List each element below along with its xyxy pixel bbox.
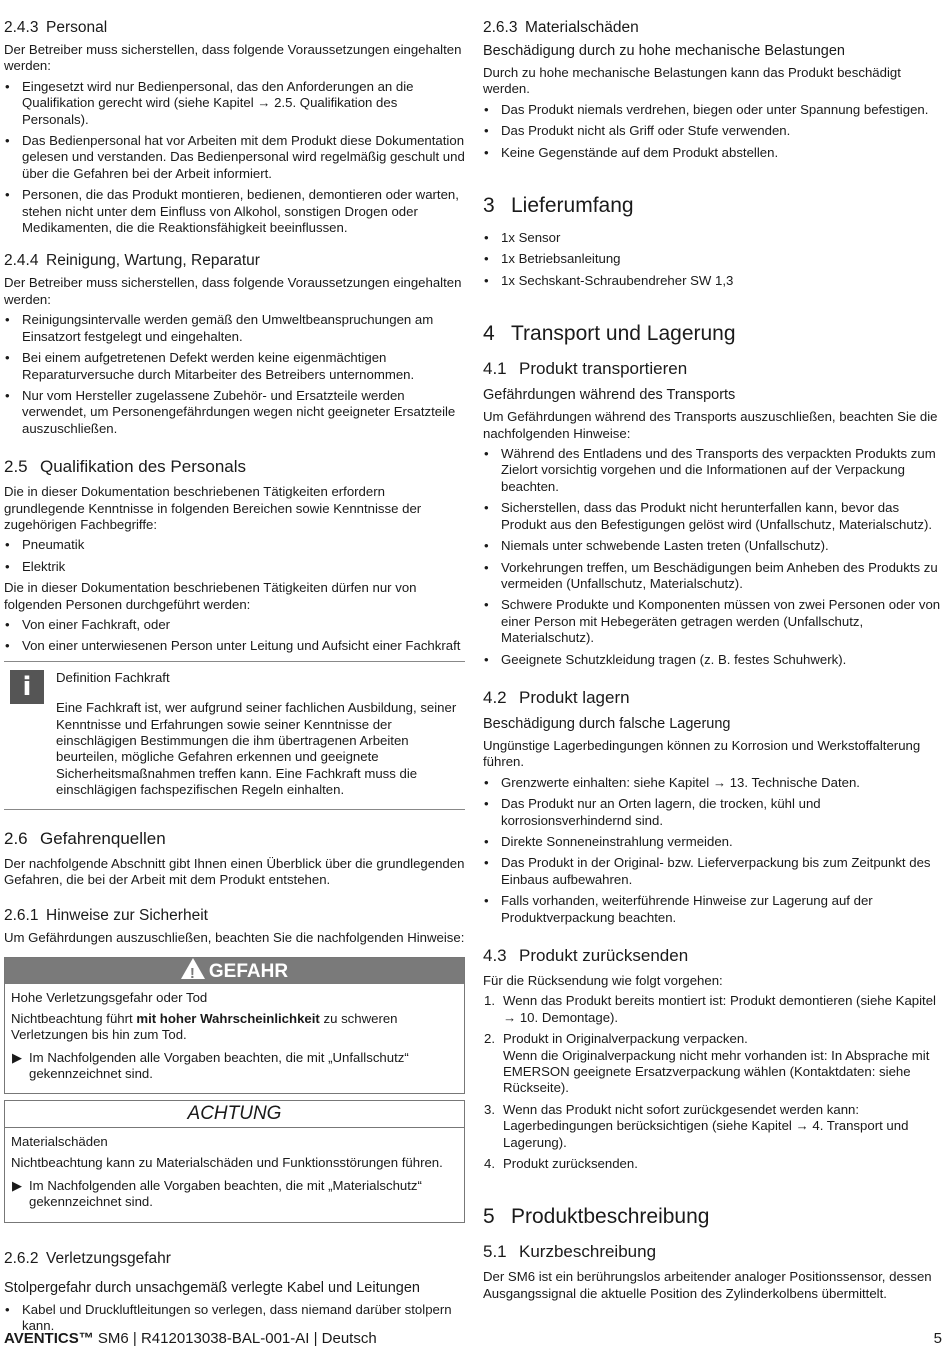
paragraph: Der Betreiber muss sicherstellen, dass folgende Voraussetzungen eingehalten werden: — [4, 42, 462, 74]
bullet-list — [483, 775, 945, 926]
bullet-list — [4, 537, 465, 575]
list-item: • Niemals unter schwebende Lasten treten (Unfallschutz). — [484, 538, 829, 554]
paragraph: Um Gefährdungen während des Transports auszuschließen, beachten Sie die nachfolgenden Hinweise: — [483, 409, 938, 441]
list-item: • Geeignete Schutzkleidung tragen (z. B. festes Schuhwerk). — [484, 651, 847, 667]
list-item: • Das Bedienpersonal hat vor Arbeiten mit dem Produkt diese Dokumentation gelesen und verstanden. Das Bedienpersonal wird regelmäßig geschult und über die Gefahren bei der Arbeit informiert. — [5, 133, 465, 181]
heading-4: 4 Transport und Lagerung — [483, 322, 736, 346]
numbered-step: 3. Wenn das Produkt nicht sofort zurückgesendet werden kann: Lagerbedingungen berücksichtigen (siehe Kapitel → 4. Transport und Lagerung). — [484, 1101, 909, 1150]
heading-2-5: 2.5 Qualifikation des Personals — [4, 457, 247, 477]
info-icon: i — [10, 670, 44, 704]
heading-4-1: 4.1 Produkt transportieren — [483, 359, 688, 379]
heading-2-6-2: 2.6.2 Verletzungsgefahr — [4, 1249, 171, 1267]
footer-doc-info: SM6 | R412013038-BAL-001-AI | Deutsch — [93, 1330, 377, 1347]
heading-4-2: 4.2 Produkt lagern — [483, 687, 630, 707]
heading-5-1: 5.1 Kurzbeschreibung — [483, 1242, 657, 1262]
paragraph: Für die Rücksendung wie folgt vorgehen: — [483, 973, 723, 988]
danger-text: Nichtbeachtung führt mit hoher Wahrscheinlichkeit zu schweren Verletzungen bis hin zum Tod. — [11, 1010, 398, 1043]
heading-2-6: 2.6 Gefahrenquellen — [4, 828, 166, 848]
heading-2-4-4: 2.4.4 Reinigung, Wartung, Reparatur — [4, 252, 260, 270]
list-item: • Elektrik — [5, 558, 66, 574]
info-title: Definition Fachkraft — [56, 669, 170, 685]
list-item: • Grenzwerte einhalten: siehe Kapitel → 13. Technische Daten. — [484, 774, 860, 790]
danger-box — [4, 957, 465, 1095]
paragraph: Um Gefährdungen auszuschließen, beachten Sie die nachfolgenden Hinweise: — [4, 930, 465, 946]
list-item: • Keine Gegenstände auf dem Produkt abstellen. — [484, 144, 779, 160]
list-item: • Reinigungsintervalle werden gemäß den Umweltbeanspruchungen am Einsatzort festgelegt und eingehalten. — [5, 312, 434, 344]
list-item: • Eingesetzt wird nur Bedienpersonal, das den Anforderungen an die Qualifikation gerecht wird (siehe Kapitel → 2.5. Qualifikation des Personals). — [5, 78, 414, 127]
list-item: • Pneumatik — [5, 537, 85, 553]
danger-title: Hohe Verletzungsgefahr oder Tod — [11, 989, 208, 1005]
paragraph: Der Betreiber muss sicherstellen, dass folgende Voraussetzungen eingehalten werden: — [4, 275, 462, 307]
numbered-step: 1. Wenn das Produkt bereits montiert ist: Produkt demontieren (siehe Kapitel → 10. Demontage). — [484, 993, 936, 1025]
caution-header: ACHTUNG — [5, 1101, 464, 1128]
list-item: • Das Produkt in der Original- bzw. Lieferverpackung bis zum Zeitpunkt des Einbaus aufbewahren. — [484, 855, 931, 887]
heading-2-6-1: 2.6.1 Hinweise zur Sicherheit — [4, 907, 208, 925]
warning-triangle-icon: ! — [181, 958, 205, 979]
page-number: 5 — [933, 1330, 942, 1347]
heading-3: 3 Lieferumfang — [483, 194, 634, 218]
paragraph: Ungünstige Lagerbedingungen können zu Korrosion und Werkstoffalterung führen. — [483, 737, 921, 770]
footer-brand: AVENTICS™ — [4, 1330, 94, 1347]
numbered-step: 4. Produkt zurücksenden. — [484, 1156, 638, 1172]
numbered-list — [483, 993, 945, 1172]
paragraph: Der SM6 ist ein berührungslos arbeitender analoger Positionssensor, dessen Ausgangssignal die aktuelle Position des Zylinderkolbens übermittelt. — [483, 1269, 932, 1301]
caution-box — [4, 1100, 465, 1222]
list-item: • Von einer Fachkraft, oder — [5, 616, 171, 632]
list-item: • Direkte Sonneneinstrahlung vermeiden. — [484, 833, 733, 849]
list-item: • Vorkehrungen treffen, um Beschädigungen beim Anheben des Produkts zu vermeiden (Unfallschutz, Materialschutz). — [484, 559, 938, 591]
info-box — [4, 661, 465, 810]
bullet-list — [4, 79, 465, 237]
list-item: • Falls vorhanden, weiterführende Hinweise zur Lagerung auf der Produktverpackung beachten. — [484, 893, 873, 925]
list-item: • Während des Entladens und des Transports des verpackten Produkts zum Zielort vorsichtig vorgehen und die Informationen auf der Verpackung beachten. — [484, 446, 936, 494]
paragraph: Der nachfolgende Abschnitt gibt Ihnen einen Überblick über die grundlegenden Gefahren, die bei der Arbeit mit dem Produkt entstehen. — [4, 855, 465, 888]
list-item: • Nur vom Hersteller zugelassene Zubehör- und Ersatzteile werden verwendet, um Personengefährdungen wegen nicht geeigneter Ersatzteile auszuschließen. — [5, 387, 456, 436]
info-text: Eine Fachkraft ist, wer aufgrund seiner fachlichen Ausbildung, seiner Kenntnisse und Erfahrungen sowie seiner Kenntnisse der einschlägigen Bestimmungen die ihm übertragenen Arbeiten beurteilen, mögliche Gefahren erkennen und geeignete Sicherheitsmaßnahmen treffen kann. Eine Fachkraft muss die einschlägigen fachspezifischen Regeln einhalten. — [56, 700, 457, 798]
subheading: Stolpergefahr durch unsachgemäß verlegte Kabel und Leitungen — [4, 1279, 420, 1296]
paragraph: Die in dieser Dokumentation beschriebenen Tätigkeiten dürfen nur von folgenden Personen durchgeführt werden: — [4, 580, 417, 612]
list-item: • Das Produkt niemals verdrehen, biegen oder unter Spannung befestigen. — [484, 101, 929, 117]
caution-text: Nichtbeachtung kann zu Materialschäden und Funktionsstörungen führen. — [11, 1155, 443, 1171]
list-item: • Schwere Produkte und Komponenten müssen von zwei Personen oder von einer Person mit Hebegeräten getragen werden (Unfallschutz, Materialschutz). — [484, 597, 941, 646]
danger-action: ▶ Im Nachfolgenden alle Vorgaben beachten, die mit „Unfallschutz“ gekennzeichnet sind. — [12, 1049, 409, 1082]
bullet-list — [4, 312, 465, 437]
list-item: • Personen, die das Produkt montieren, bedienen, demontieren oder warten, stehen nicht unter dem Einfluss von Alkohol, sonstigen Drogen oder Medikamenten, die die Reaktionsfähigkeit beeinflussen. — [5, 187, 459, 236]
subheading: Beschädigung durch falsche Lagerung — [483, 715, 731, 732]
list-item: • Bei einem aufgetretenen Defekt werden keine eigenmächtigen Reparaturversuche durch Mitarbeiter des Betreibers unternommen. — [5, 350, 415, 382]
list-item: • Von einer unterwiesenen Person unter Leitung und Aufsicht einer Fachkraft — [5, 638, 461, 654]
list-item: • 1x Sechskant-Schraubendreher SW 1,3 — [484, 272, 734, 288]
numbered-step: 2. Produkt in Originalverpackung verpacken. Wenn die Originalverpackung nicht mehr vorhanden ist: In Absprache mit EMERSON geeignete Ersatzverpackung wählen (Kontaktdaten: siehe Rückseite). — [484, 1031, 930, 1096]
paragraph: Die in dieser Dokumentation beschriebenen Tätigkeiten erfordern grundlegende Kenntnisse in folgenden Bereichen sowie Kenntnisse der zugehörigen Fachbegriffe: — [4, 484, 422, 532]
list-item: • 1x Sensor — [484, 230, 561, 246]
bullet-list — [4, 617, 465, 655]
bullet-list — [483, 446, 945, 668]
subheading: Gefährdungen während des Transports — [483, 387, 736, 404]
caution-action: ▶ Im Nachfolgenden alle Vorgaben beachten, die mit „Materialschutz“ gekennzeichnet sind. — [12, 1177, 422, 1210]
heading-4-3: 4.3 Produkt zurücksenden — [483, 946, 689, 965]
list-item: • Das Produkt nicht als Griff oder Stufe verwenden. — [484, 123, 791, 139]
list-item: • Das Produkt nur an Orten lagern, die trocken, kühl und korrosionsverhindernd sind. — [484, 796, 821, 828]
page-footer — [4, 1330, 942, 1347]
list-item: • Sicherstellen, dass das Produkt nicht herunterfallen kann, bevor das Produkt aus den Befestigungen gelöst wird (Unfallschutz, Materialschutz). — [484, 500, 933, 532]
list-item: • 1x Betriebsanleitung — [484, 251, 621, 267]
paragraph: Durch zu hohe mechanische Belastungen kann das Produkt beschädigt werden. — [483, 65, 901, 97]
caution-title: Materialschäden — [11, 1134, 108, 1150]
heading-2-6-3: 2.6.3 Materialschäden — [483, 19, 639, 36]
subheading: Beschädigung durch zu hohe mechanische Belastungen — [483, 43, 845, 59]
left-column — [4, 18, 465, 1340]
bullet-list — [483, 230, 945, 289]
heading-5: 5 Produktbeschreibung — [483, 1205, 710, 1229]
list-item: • Kabel und Druckluftleitungen so verlegen, dass niemand darüber stolpern kann. — [5, 1301, 452, 1334]
heading-2-4-3: 2.4.3 Personal — [4, 19, 108, 36]
right-column — [483, 18, 945, 1306]
danger-header: ! GEFAHR — [5, 958, 464, 984]
bullet-list — [483, 102, 945, 161]
